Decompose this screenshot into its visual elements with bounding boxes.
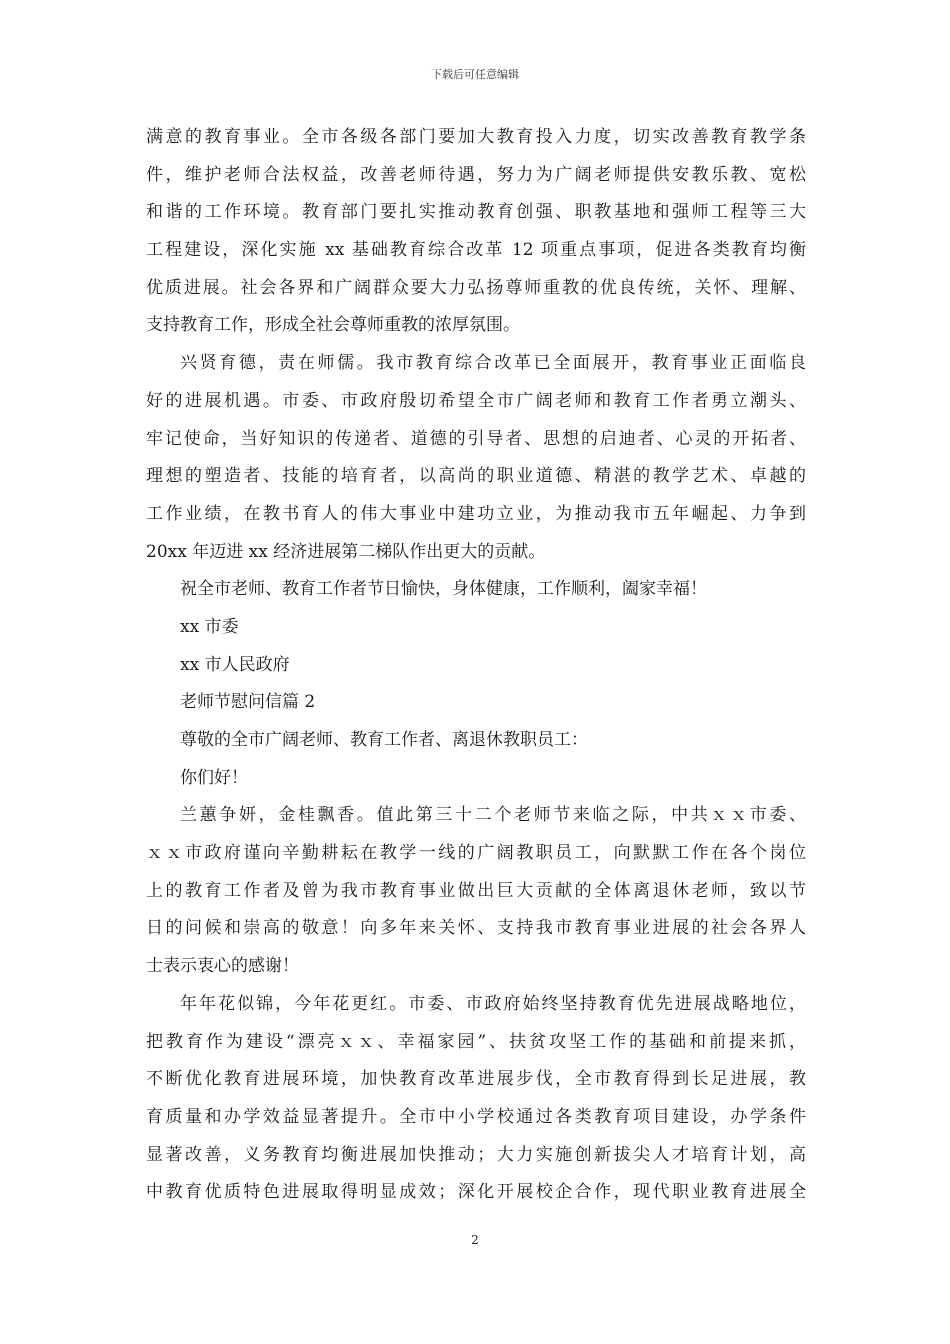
- text-line: 不断优化教育进展环境，加快教育改革进展步伐，全市教育得到长足进展，教: [146, 1069, 806, 1090]
- text-line: 中教育优质特色进展取得明显成效；深化开展校企合作，现代职业教育进展全: [146, 1182, 806, 1203]
- text-line: 支持教育工作，形成全社会尊师重教的浓厚氛围。: [146, 315, 520, 336]
- signature-line: xx 市人民政府: [180, 654, 290, 675]
- text-line: 工作业绩，在教书育人的伟大事业中建功立业，为推动我市五年崛起、力争到: [146, 503, 806, 524]
- text-line: 和谐的工作环境。教育部门要扎实推动教育创强、职教基地和强师工程等三大: [146, 202, 806, 223]
- salutation: 尊敬的全市广阔老师、教育工作者、离退休教职员工：: [180, 730, 588, 750]
- text-line: 理想的塑造者、技能的培育者，以高尚的职业道德、精湛的教学艺术、卓越的: [146, 466, 806, 487]
- text-line: 士表示衷心的感谢！: [146, 956, 299, 977]
- document-body: [146, 119, 806, 1212]
- page-header: 下载后可任意编辑: [431, 68, 519, 81]
- text-line: 件，维护老师合法权益，改善老师待遇，努力为广阔老师提供安教乐教、宽松: [146, 164, 806, 185]
- page-number: 2: [471, 1233, 479, 1247]
- text-line: 优质进展。社会各界和广阔群众要大力弘扬尊师重教的优良传统，关怀、理解、: [146, 277, 806, 298]
- text-line: 工程建设，深化实施 xx 基础教育综合改革 12 项重点事项，促进各类教育均衡: [146, 240, 806, 261]
- text-line: 上的教育工作者及曾为我市教育事业做出巨大贡献的全体离退休老师，致以节: [146, 880, 806, 901]
- text-line: 兰蕙争妍，金桂飘香。值此第三十二个老师节来临之际，中共ｘｘ市委、: [180, 805, 806, 826]
- text-line: 日的问候和崇高的敬意！向多年来关怀、支持我市教育事业进展的社会各界人: [146, 918, 806, 939]
- text-line: 育质量和办学效益显著提升。全市中小学校通过各类教育项目建设，办学条件: [146, 1106, 806, 1127]
- greeting: 你们好！: [180, 767, 248, 788]
- text-line: 好的进展机遇。市委、市政府殷切希望全市广阔老师和教育工作者勇立潮头、: [146, 390, 806, 411]
- text-line: 把教育作为建设“漂亮ｘｘ、幸福家园”、扶贫攻坚工作的基础和前提来抓，: [146, 1031, 806, 1052]
- section-title: 老师节慰问信篇 2: [180, 692, 316, 713]
- text-line: 牢记使命，当好知识的传递者、道德的引导者、思想的启迪者、心灵的开拓者、: [146, 428, 806, 449]
- text-line: 祝全市老师、教育工作者节日愉快，身体健康，工作顺利，阖家幸福！: [180, 579, 707, 600]
- text-line: 显著改善，义务教育均衡进展加快推动；大力实施创新拔尖人才培育计划，高: [146, 1144, 806, 1165]
- text-line: 兴贤育德，责在师儒。我市教育综合改革已全面展开，教育事业正面临良: [180, 353, 806, 374]
- text-line: 20xx 年迈进 xx 经济进展第二梯队作出更大的贡献。: [146, 541, 546, 562]
- text-line: ｘｘ市政府谨向辛勤耕耘在教学一线的广阔教职员工，向默默工作在各个岗位: [146, 843, 806, 864]
- signature-line: xx 市委: [180, 616, 239, 637]
- text-line: 满意的教育事业。全市各级各部门要加大教育投入力度，切实改善教育教学条: [146, 127, 806, 147]
- text-line: 年年花似锦，今年花更红。市委、市政府始终坚持教育优先进展战略地位，: [180, 993, 806, 1014]
